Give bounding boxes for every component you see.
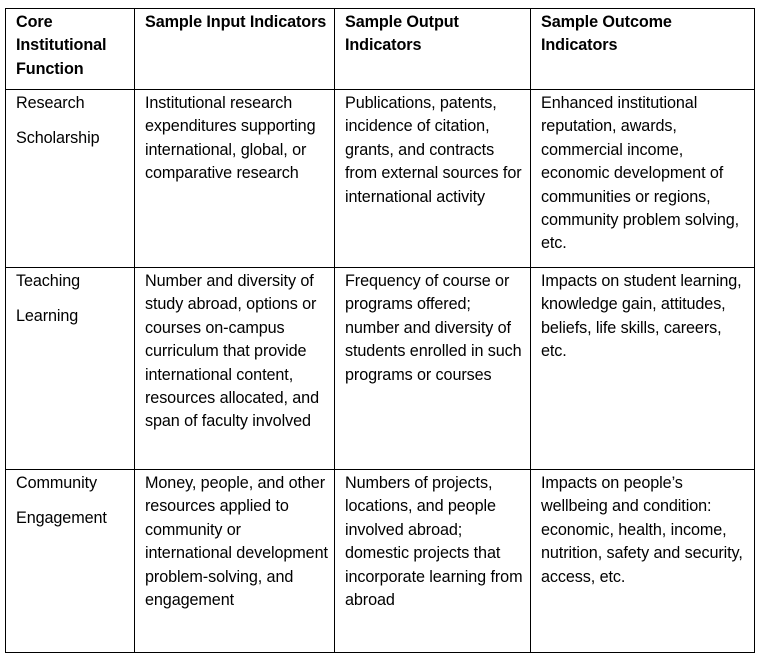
outcome-indicator-text: Impacts on people’s wellbeing and condition: economic, health, income, nutrition, safety and security, access, etc. bbox=[541, 474, 743, 586]
function-line: Research bbox=[16, 94, 85, 112]
outcome-indicator-text: Enhanced institutional reputation, awards, commercial income, economic development of communities or regions, community problem solving, etc. bbox=[541, 94, 740, 253]
output-indicator-cell bbox=[335, 470, 531, 653]
outcome-indicator-cell bbox=[531, 268, 755, 470]
outcome-indicator-text: Impacts on student learning, knowledge gain, attitudes, beliefs, life skills, careers, etc. bbox=[541, 272, 742, 361]
function-line: Engagement bbox=[16, 509, 107, 528]
input-indicator-text: Number and diversity of study abroad, options or courses on-campus curriculum that provide international content, resources allocated, and span of faculty involved bbox=[145, 272, 319, 431]
function-cell bbox=[6, 90, 135, 268]
document-page bbox=[5, 8, 755, 653]
indicators-table bbox=[5, 8, 755, 653]
table-row bbox=[6, 268, 755, 470]
output-indicator-cell bbox=[335, 90, 531, 268]
input-indicator-cell bbox=[135, 268, 335, 470]
input-indicator-cell bbox=[135, 90, 335, 268]
header-sample-output-indicators: Sample Output Indicators bbox=[335, 9, 531, 90]
input-indicator-text: Institutional research expenditures supporting international, global, or comparative research bbox=[145, 94, 316, 183]
function-line: Learning bbox=[16, 307, 79, 326]
output-indicator-cell bbox=[335, 268, 531, 470]
outcome-indicator-cell bbox=[531, 90, 755, 268]
output-indicator-text: Frequency of course or programs offered; number and diversity of students enrolled in such programs or courses bbox=[345, 272, 522, 384]
output-indicator-text: Publications, patents, incidence of citation, grants, and contracts from external sources for international activity bbox=[345, 94, 522, 206]
function-line: Teaching bbox=[16, 272, 80, 290]
input-indicator-text: Money, people, and other resources applied to community or international development problem-solving, and engagement bbox=[145, 474, 328, 610]
function-cell bbox=[6, 470, 135, 653]
header-sample-input-indicators: Sample Input Indicators bbox=[135, 9, 335, 90]
table-row bbox=[6, 470, 755, 653]
function-line: Community bbox=[16, 474, 97, 492]
header-sample-outcome-indicators: Sample Outcome Indicators bbox=[531, 9, 755, 90]
outcome-indicator-cell bbox=[531, 470, 755, 653]
table-row bbox=[6, 90, 755, 268]
function-cell bbox=[6, 268, 135, 470]
input-indicator-cell bbox=[135, 470, 335, 653]
header-core-institutional-function: Core Institutional Function bbox=[6, 9, 135, 90]
function-line: Scholarship bbox=[16, 129, 100, 148]
output-indicator-text: Numbers of projects, locations, and people involved abroad; domestic projects that incorporate learning from abroad bbox=[345, 474, 523, 610]
table-header-row bbox=[6, 9, 755, 90]
